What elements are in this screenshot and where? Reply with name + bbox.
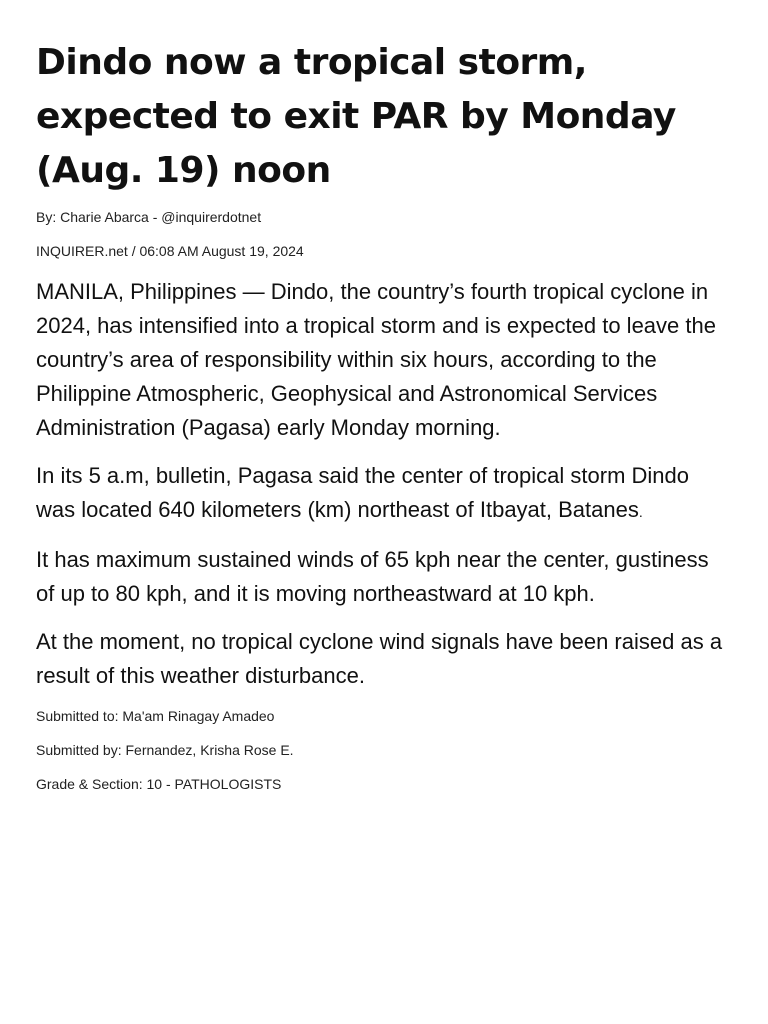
submitted-to: Submitted to: Ma'am Rinagay Amadeo bbox=[36, 708, 275, 724]
article-paragraph-2 bbox=[36, 459, 732, 529]
document-page bbox=[36, 36, 732, 809]
article-paragraph-3: It has maximum sustained winds of 65 kph near the center, gustiness of up to 80 kph, and it is moving northeastward at 10 kph. bbox=[36, 547, 709, 606]
article-paragraph-4: At the moment, no tropical cyclone wind signals have been raised as a result of this weather disturbance. bbox=[36, 629, 723, 688]
article-headline: Dindo now a tropical storm, expected to exit PAR by Monday (Aug. 19) noon bbox=[36, 42, 676, 191]
submitted-by: Submitted by: Fernandez, Krisha Rose E. bbox=[36, 742, 294, 758]
article-dateline: INQUIRER.net / 06:08 AM August 19, 2024 bbox=[36, 243, 304, 259]
article-byline: By: Charie Abarca - @inquirerdotnet bbox=[36, 209, 262, 225]
article-paragraph-2-text: In its 5 a.m, bulletin, Pagasa said the center of tropical storm Dindo was located 640 kilometers (km) northeast of Itbayat, Batanes bbox=[36, 463, 689, 522]
grade-section: Grade & Section: 10 - PATHOLOGISTS bbox=[36, 776, 282, 792]
article-body bbox=[36, 275, 732, 693]
submission-details bbox=[36, 707, 732, 793]
article-paragraph-1: MANILA, Philippines — Dindo, the country’s fourth tropical cyclone in 2024, has intensified into a tropical storm and is expected to leave the country’s area of responsibility within six hours, according to the Philippine Atmospheric, Geophysical and Astronomical Services Administration (Pagasa) early Monday morning. bbox=[36, 279, 716, 440]
article-paragraph-2-period: . bbox=[638, 504, 643, 520]
